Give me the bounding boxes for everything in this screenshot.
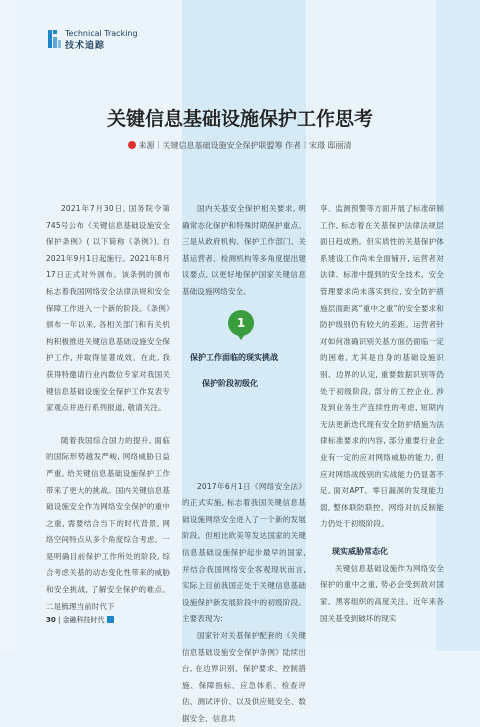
byline-text: 来源｜关键信息基础设施安全保护联盟筹 作者｜宋璟 邸丽清 — [138, 141, 352, 150]
article-title: 关键信息基础设施保护工作思考 — [106, 108, 373, 130]
section-number-badge: 1 — [228, 310, 254, 336]
magazine-name: 金融科技时代 — [62, 616, 105, 624]
badge-pointer-icon — [236, 333, 246, 341]
paragraph: 享、监测预警等方面开展了标准研制工作, 标志着在关基保护法律法规层面日趋成熟。但实质性的关基保护体系建设工作尚未全面铺开, 运营者对法律、标准中提到的安全技术、安全管理要求尚未落实到位, 安全防护措施层面距离“重中之重”的安全要求和防护级别仍有较大的差距。运营者针对如何准确识别关基方面仍面临一定的困难, 尤其是自身的基础设施识别、边界的认定, 重要数据识别等仍处于初级阶段, 部分的工控企业, 涉及到业务生产连续性的考虑, 短期内无法更新迭代现有安全防护措施为法律标准要求的内容, 部分重要行业企业有一定的应对网络威胁的能力, 但应对网络战级别的实战能力仍显著不足, 面对APT、零日漏洞的发现能力弱, 整体联防联控、网络对抗反制能力仍处于初级阶段。 — [320, 204, 444, 529]
section-header — [48, 28, 138, 50]
footer-mark-icon — [107, 616, 114, 623]
text-column-3 — [320, 201, 444, 627]
page-footer: 30 | 金融科技时代 — [46, 615, 114, 625]
paragraph: 随着我国综合国力的提升, 面临的国际形势越发严峻, 网络威胁日益严重, 给关键信息基础设施保护工作带来了更大的挑战。国内关键信息基础设施安全作为网络安全保护的重中之重, 需要结合当下的时代背景, 网络空间特点从多个角度综合考虑。一是明确目前保护工作所处的阶段, 综合考虑关基的动态变化性带来的威胁和安全挑战, 了解安全保护的难点。二是梳理当前时代下 — [46, 435, 170, 611]
subheading: 保护阶段初级化 — [202, 379, 258, 388]
section-logo-icon — [48, 30, 62, 48]
text-column-2 — [182, 201, 306, 727]
source-dot-icon — [128, 141, 136, 149]
section-name-cn: 技术追踪 — [65, 41, 106, 51]
section-heading: 保护工作面临的现实挑战 — [190, 353, 278, 362]
section-name-en: Technical Tracking — [65, 29, 138, 38]
article-byline — [0, 140, 480, 151]
paragraph: 国内关基安全保护相关要求, 明确常态化保护和特殊时期保护重点。三是从政府机构、保护工作部门、关基运营者、检测机构等多角度提出建议要点, 以更好地保护国家关键信息基础设施网络安全。 — [182, 204, 306, 296]
paragraph: 2021年7月30日, 国务院令第745号公布《关键信息基础设施安全保护条例》( 以下简称《条例》), 自2021年9月1日起施行。2021年8月17日正式对外颁布。该条例的颁布标志着我国网络安全法律法规和安全保障工作进入一个新的阶段。《条例》颁布一年以来, 各相关部门和有关机构积极推进关键信息基础设施安全保护工作, 并取得显著成效。在此, 我获得特邀请行业内数位专家对我国关键信息基础设施安全保护工作发表专家观点并进行系列报道, 敬请关注。 — [46, 204, 170, 413]
paragraph: 国家针对关基保护配套的《关键信息基础设施安全保护条例》陆续出台, 在边界识别、保护要求、控制措施、保障指标、应急体系、检查评估、测试评价、以及供应链安全、数据安全、信息共 — [182, 630, 306, 723]
text-column-1 — [46, 201, 170, 615]
paragraph: 关键信息基础设施作为网络安全保护的重中之重, 势必会受到敌对国家、黑客组织的高度关注。近年来各国关基受到破坏的现实 — [320, 563, 444, 623]
background-stripe — [0, 0, 16, 651]
paragraph: 2017年6月1日《网络安全法》的正式实施, 标志着我国关键信息基础设施网络安全进入了一个新的发展阶段。但相比欧美等发达国家的关键信息基础设施保护起步最早的国家, 并结合我国网络安全客观现状而言, 实际上目前我国正处于关键信息基础设施保护新发展阶段中的初级阶段。主要表现为: — [182, 481, 306, 624]
subheading: 现实威胁常态化 — [332, 547, 388, 556]
page-number: 30 — [46, 616, 56, 624]
